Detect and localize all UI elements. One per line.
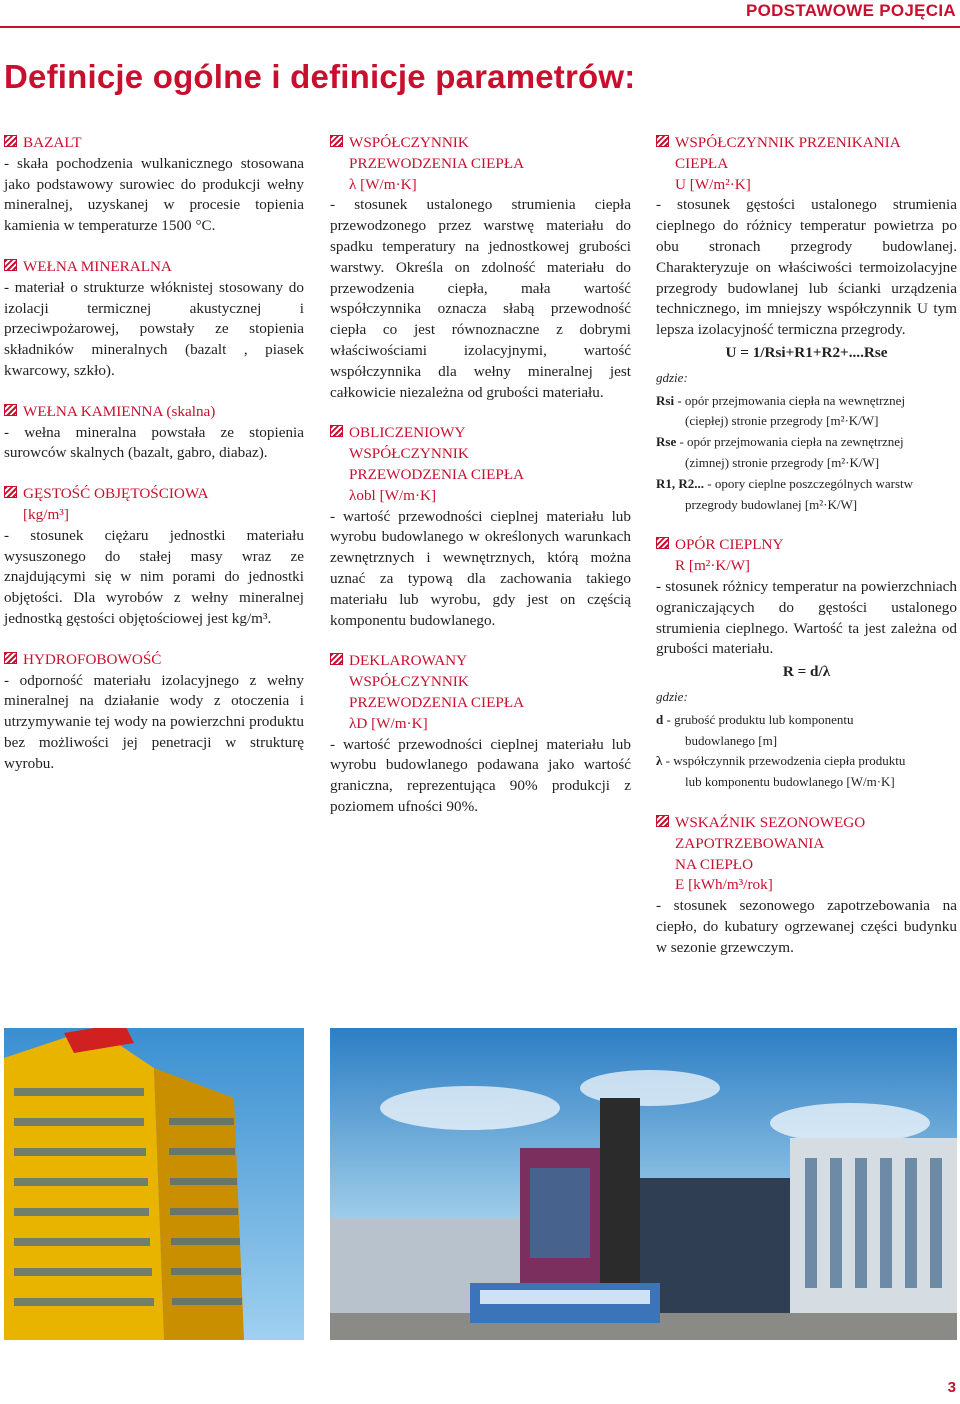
entry-unit: [kg/m³] [23, 505, 69, 523]
column-2 [330, 133, 631, 838]
formula: U = 1/Rsi+R1+R2+....Rse [725, 343, 888, 361]
entry-heading: WEŁNA KAMIENNA [23, 402, 163, 420]
entry-heading: WSPÓŁCZYNNIK PRZENIKANIA [675, 134, 901, 151]
entry-body: - wełna mineralna powstała ze stopienia surowców skalnych (bazalt, gabro, diabaz). [4, 423, 304, 462]
bullet-icon [330, 425, 343, 437]
gdzie-label: gdzie: [656, 688, 688, 704]
entry-bazalt [4, 133, 304, 237]
entry-r [656, 535, 957, 793]
entry-heading-line: WSPÓŁCZYNNIK [349, 445, 469, 463]
page-number: 3 [947, 1379, 956, 1396]
entry-body: - materiał o strukturze włóknistej stosowany do izolacji termicznej akustycznej i przeciwpożarowej, powstały ze stopienia składników mineralnych (bazalt , piasek kwarcowy, szkło). [4, 278, 304, 379]
entry-lambda [330, 133, 631, 403]
photo-building-facade [4, 1028, 304, 1340]
bullet-icon [4, 404, 17, 416]
entry-heading-line: PRZEWODZENIA CIEPŁA [349, 154, 525, 172]
entry-heading-line: PRZEWODZENIA CIEPŁA [349, 465, 525, 483]
definition-d: d - grubość produktu lub komponentu budowlanego [m] [656, 711, 854, 748]
entry-heading: OBLICZENIOWY [349, 424, 466, 442]
entry-body: - skała pochodzenia wulkanicznego stosowana jako podstawowy surowiec do produkcji wełny mineralnej, uzyskanej w procesie topienia kamienia w temperaturze 1500 °C. [4, 154, 304, 235]
bullet-icon [4, 135, 17, 147]
entry-u [656, 133, 957, 515]
entry-unit: λobl [W/m·K] [349, 486, 437, 504]
entry-heading: BAZALT [23, 134, 82, 151]
entry-heading: HYDROFOBOWOŚĆ [23, 650, 162, 668]
entry-unit: E [kWh/m³/rok] [675, 876, 773, 894]
entry-unit: U [W/m²·K] [675, 175, 751, 193]
header-rule [0, 26, 960, 28]
definition-r1-r2: R1, R2... - opory cieplne poszczególnych warstw przegrody budowlanej [m²·K/W] [656, 475, 914, 512]
formula: R = d/λ [782, 663, 831, 681]
entry-welna-mineralna [4, 257, 304, 382]
bullet-icon [4, 652, 17, 664]
entry-heading: WSKAŹNIK SEZONOWEGO [675, 813, 866, 831]
entry-body: - stosunek gęstości ustalonego strumienia cieplnego do różnicy temperatur powietrza po obu stronach przegrody budowlanej. Charakteryzuje on właściwości termoizolacyjne przegrody budowlanej lub ścianki urządzenia technicznego, im mniejszy współczynnik U tym lepsza izolacyjność termiczna przegrody. [656, 196, 957, 339]
bullet-icon [330, 135, 343, 147]
entry-heading-line: ZAPOTRZEBOWANIA [675, 834, 825, 852]
entry-heading: GĘSTOŚĆ OBJĘTOŚCIOWA [23, 485, 209, 503]
page-header [0, 0, 960, 26]
entry-e [656, 813, 957, 959]
entry-heading-suffix: (skalna) [166, 402, 216, 420]
bullet-icon [656, 135, 669, 147]
photo-city-street [330, 1028, 957, 1340]
entry-unit: λ [W/m·K] [349, 175, 417, 193]
entry-hydrofobowosc [4, 650, 304, 775]
entry-lambda-d [330, 651, 631, 817]
column-1 [4, 133, 304, 795]
section-label: PODSTAWOWE POJĘCIA [745, 1, 956, 20]
entry-gestosc [4, 484, 304, 630]
bullet-icon [656, 815, 669, 827]
definition-lambda: λ - współczynnik przewodzenia ciepła produktu lub komponentu budowlanego [W/m·K] [656, 753, 906, 790]
definition-rsi: Rsi - opór przejmowania ciepła na wewnętrznej (ciepłej) stronie przegrody [m²·K/W] [656, 392, 906, 429]
entry-body: - stosunek ustalonego strumienia ciepła przewodzonego przez warstwę materiału do spadku temperatury na jednostkowej grubości warstwy. Określa on zdolność materiału do przewodzenia ciepła, mała wartość współczynnika oznacza słabą przewodność ciepła co jest równoznaczne z dobrymi właściwościami izolacyjnymi, wartość współczynnika dla wełny mineralnej jest całkowicie niezależna od grubości materiału. [330, 196, 631, 401]
entry-unit: λD [W/m·K] [349, 714, 428, 732]
entry-body: - wartość przewodności cieplnej materiału lub wyrobu budowlanego podawana jako wartość graniczna, reprezentująca 90% produkcji z poziomem ufności 90%. [330, 735, 631, 815]
entry-heading: DEKLAROWANY [349, 652, 468, 670]
definition-rse: Rse - opór przejmowania ciepła na zewnętrznej (zimnej) stronie przegrody [m²·K/W] [656, 434, 904, 470]
entry-body: - odporność materiału izolacyjnego z wełny mineralnej na działanie wody z otoczenia i utrzymywanie tej wody na powierzchni produktu bez możliwości jej penetracji w strukturę wyrobu. [4, 671, 304, 772]
gdzie-label: gdzie: [656, 369, 688, 385]
entry-body: - stosunek sezonowego zapotrzebowania na ciepło, do kubatury ogrzewanej części budynku w sezonie grzewczym. [656, 897, 957, 956]
entry-heading: WSPÓŁCZYNNIK [349, 134, 469, 151]
entry-unit: R [m²·K/W] [675, 557, 750, 575]
entry-heading: OPÓR CIEPLNY [675, 536, 784, 554]
bullet-icon [330, 653, 343, 665]
entry-heading-line: NA CIEPŁO [675, 855, 754, 873]
bullet-icon [4, 486, 17, 498]
entry-heading-line: WSPÓŁCZYNNIK [349, 673, 469, 691]
entry-heading-line: CIEPŁA [675, 154, 729, 172]
entry-welna-kamienna [4, 402, 304, 464]
entry-body: - stosunek ciężaru jednostki materiału wysuszonego do stałej masy wraz ze znajdującymi się w nim porami do jednostki objętości. Dla wyrobów z wełny mineralnej jednostką gęstości objętościowej jest kg/m³. [4, 526, 304, 627]
entry-lambda-obl [330, 423, 631, 631]
column-3 [656, 133, 957, 978]
entry-heading: WEŁNA MINERALNA [23, 257, 172, 275]
entry-body: - wartość przewodności cieplnej materiału lub wyrobu budowlanego w określonych warunkach zewnętrznych i wewnętrznych, którą można uznać za typową dla zachowania takiego materiału lub wyrobu, gdy jest on częścią komponentu budowlanego. [330, 507, 631, 629]
bullet-icon [656, 537, 669, 549]
bullet-icon [4, 259, 17, 271]
page-title: Definicje ogólne i definicje parametrów: [4, 58, 636, 95]
entry-heading-line: PRZEWODZENIA CIEPŁA [349, 693, 525, 711]
entry-body: - stosunek różnicy temperatur na powierzchniach ograniczających do gęstości ustalonego strumienia cieplnego. Wartość ta jest zależna od grubości materiału. [656, 577, 957, 658]
